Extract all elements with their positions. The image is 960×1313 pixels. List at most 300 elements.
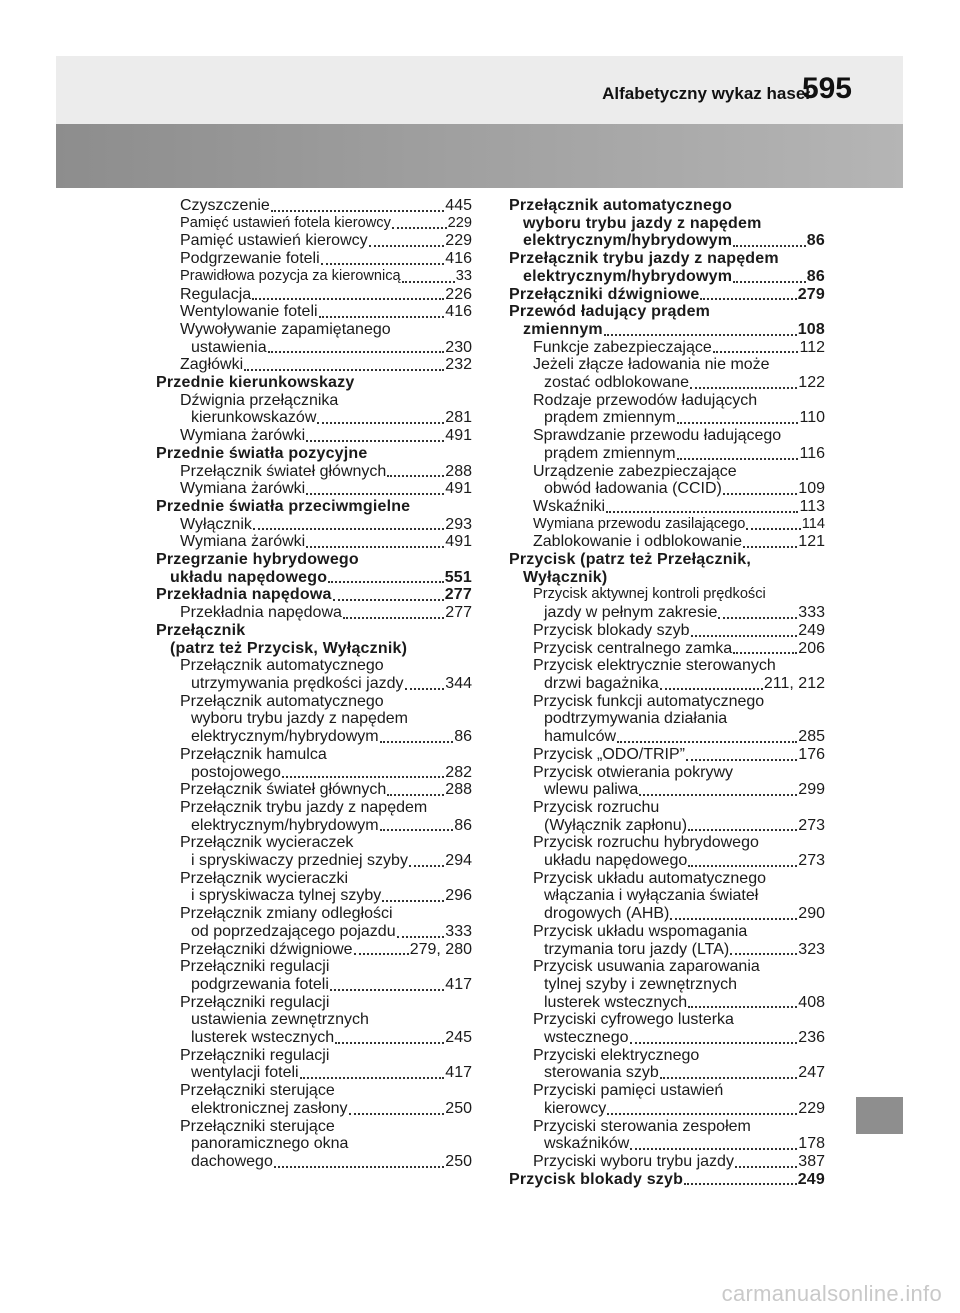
index-entry-term: zmiennym — [523, 320, 603, 338]
index-entry — [156, 1082, 472, 1100]
index-entry-page: 236 — [798, 1029, 825, 1047]
index-entry — [156, 533, 472, 551]
index-entry-term: kierowcy — [544, 1099, 607, 1117]
index-entry-term: Przełącznik świateł głównych — [180, 781, 387, 799]
index-entry-term: ustawienia zewnętrznych — [191, 1011, 369, 1029]
index-entry-term: prądem zmiennym — [544, 444, 676, 462]
index-entry — [509, 923, 825, 941]
index-entry — [509, 976, 825, 994]
index-entry-page: 277 — [444, 586, 472, 604]
dot-leader — [253, 528, 444, 530]
dot-leader — [606, 511, 798, 513]
index-entry-page: 288 — [445, 781, 472, 799]
index-entry-page: 229 — [447, 214, 472, 231]
index-entry-page: 226 — [445, 285, 472, 303]
dot-leader — [660, 688, 763, 690]
index-entry-term: Przełącznik wycieraczek — [180, 834, 354, 852]
dot-leader — [271, 210, 444, 212]
index-entry-page: 86 — [806, 232, 825, 250]
index-entry — [156, 675, 472, 693]
index-entry-term: Przycisk rozruchu — [533, 798, 660, 816]
index-entry — [509, 1029, 825, 1047]
index-entry-term: Przycisk blokady szyb — [533, 621, 690, 639]
index-entry-term: elektrycznym/hybrydowym — [191, 728, 379, 746]
index-entry — [509, 215, 825, 233]
index-entry — [156, 569, 472, 587]
index-entry-term: hamulców — [544, 728, 617, 746]
index-entry-page: 249 — [798, 621, 825, 639]
index-entry-term: Przycisk usuwania zaparowania — [533, 958, 760, 976]
index-entry-term: włączania i wyłączania świateł — [544, 887, 759, 905]
dot-leader — [746, 528, 800, 530]
index-entry — [509, 710, 825, 728]
index-entry — [156, 994, 472, 1012]
index-entry — [509, 268, 825, 286]
index-entry-term: Przełączniki regulacji — [180, 958, 330, 976]
index-entry-term: podtrzymywania działania — [544, 710, 728, 728]
index-entry-page: 333 — [798, 604, 825, 622]
dot-leader — [733, 652, 797, 654]
index-entry — [156, 427, 472, 445]
index-entry-page: 290 — [798, 905, 825, 923]
index-entry-page: 116 — [799, 444, 825, 462]
index-entry-term: układu napędowego — [544, 852, 688, 870]
index-entry-page: 293 — [445, 515, 472, 533]
index-entry-page: 285 — [798, 728, 825, 746]
index-entry — [156, 250, 472, 268]
index-entry-term: wyboru trybu jazdy z napędem — [523, 214, 762, 232]
index-entry-term: Podgrzewanie foteli — [180, 250, 320, 268]
index-entry-page: 112 — [799, 338, 825, 356]
dot-leader — [684, 1183, 797, 1185]
index-entry — [156, 516, 472, 534]
index-entry-page: 86 — [454, 728, 472, 746]
index-entry — [156, 586, 472, 604]
index-entry — [509, 1118, 825, 1136]
index-entry-term: kierunkowskazów — [191, 409, 317, 427]
index-entry — [509, 781, 825, 799]
index-column-right — [509, 197, 825, 1188]
index-entry — [509, 463, 825, 481]
index-entry-page: 109 — [798, 480, 825, 498]
index-entry — [509, 480, 825, 498]
index-entry-term: Przyciski cyfrowego lusterka — [533, 1011, 734, 1029]
index-entry-term: elektrycznym/hybrydowym — [523, 232, 733, 250]
index-entry — [156, 268, 472, 286]
running-title: Alfabetyczny wykaz haseł — [602, 84, 810, 103]
dot-leader — [268, 351, 445, 353]
dot-leader — [700, 298, 796, 300]
index-entry — [156, 498, 472, 516]
index-entry-page: 323 — [798, 940, 825, 958]
watermark: carmanualsonline.info — [721, 1281, 942, 1306]
index-entry-page: 279, 280 — [409, 940, 472, 958]
dot-leader — [274, 1166, 444, 1168]
index-entry-term: Wymiana żarówki — [180, 427, 306, 445]
dot-leader — [730, 953, 797, 955]
index-entry-term: Przegrzanie hybrydowego — [156, 551, 359, 569]
dot-leader — [306, 546, 444, 548]
index-entry-page: 110 — [799, 409, 825, 427]
index-entry-term: postojowego — [191, 763, 281, 781]
index-entry-page: 333 — [445, 922, 472, 940]
dot-leader — [354, 953, 409, 955]
index-entry — [509, 1011, 825, 1029]
index-entry-term: Jeżeli złącze ładowania nie może — [533, 356, 770, 374]
index-entry — [509, 640, 825, 658]
index-entry-term: Czyszczenie — [180, 197, 270, 214]
index-entry-page: 229 — [445, 232, 472, 250]
index-entry-term: utrzymywania prędkości jazdy — [191, 674, 404, 692]
index-entry — [509, 569, 825, 587]
index-entry — [509, 622, 825, 640]
index-entry — [156, 958, 472, 976]
index-entry-page: 551 — [444, 568, 472, 586]
index-entry-term: wentylacji foteli — [191, 1064, 299, 1082]
index-entry-term: Przełączniki sterujące — [180, 1117, 335, 1135]
index-entry-term: wskaźników — [544, 1135, 630, 1153]
index-entry — [509, 197, 825, 215]
index-entry — [509, 887, 825, 905]
index-entry-term: trzymania toru jazdy (LTA) — [544, 940, 730, 958]
index-entry — [156, 551, 472, 569]
index-entry-page: 249 — [797, 1170, 825, 1188]
dot-leader — [733, 281, 806, 283]
dot-leader — [630, 1148, 797, 1150]
dot-leader — [409, 865, 444, 867]
index-entry-page: 416 — [445, 250, 472, 268]
index-entry — [156, 728, 472, 746]
index-entry-term: wstecznego — [544, 1029, 629, 1047]
index-entry — [156, 339, 472, 357]
index-entry-term: Dźwignia przełącznika — [180, 391, 339, 409]
index-entry — [156, 374, 472, 392]
index-entry — [509, 303, 825, 321]
index-entry — [509, 958, 825, 976]
index-entry-page: 417 — [445, 975, 472, 993]
index-entry — [509, 551, 825, 569]
index-entry-term: Przycisk (patrz też Przełącznik, — [509, 551, 752, 569]
index-entry-term: wyboru trybu jazdy z napędem — [191, 710, 408, 728]
dot-leader — [688, 829, 797, 831]
index-entry-term: Przełącznik trybu jazdy z napędem — [180, 798, 428, 816]
index-entry-term: od poprzedzającego pojazdu — [191, 922, 396, 940]
index-entry-term: zostać odblokowane — [544, 374, 689, 392]
index-entry — [509, 586, 825, 604]
dot-leader — [688, 865, 797, 867]
index-entry-term: Przekładnia napędowa — [180, 604, 342, 622]
index-entry-term: Przednie kierunkowskazy — [156, 374, 355, 392]
index-entry — [509, 799, 825, 817]
index-entry-term: Wymiana żarówki — [180, 533, 306, 551]
index-entry-term: Przycisk układu automatycznego — [533, 869, 766, 887]
index-entry — [509, 1082, 825, 1100]
index-entry-term: tylnej szyby i zewnętrznych — [544, 975, 737, 993]
index-entry — [156, 834, 472, 852]
index-entry-term: Przełącznik automatycznego — [180, 657, 384, 675]
index-entry-term: Przycisk układu wspomagania — [533, 922, 748, 940]
index-entry — [156, 215, 472, 233]
index-entry — [156, 852, 472, 870]
dot-leader — [677, 422, 799, 424]
index-entry-term: Wywoływanie zapamiętanego — [180, 320, 391, 338]
index-entry-page: 491 — [445, 533, 472, 551]
dot-leader — [713, 351, 799, 353]
index-entry-page: 232 — [445, 356, 472, 374]
index-entry-term: lusterek wstecznych — [544, 993, 688, 1011]
index-entry — [156, 746, 472, 764]
index-entry — [156, 463, 472, 481]
index-entry-page: 416 — [445, 303, 472, 321]
dot-leader — [660, 1077, 798, 1079]
index-entry — [509, 427, 825, 445]
index-entry — [156, 286, 472, 304]
index-entry — [156, 1135, 472, 1153]
index-entry — [156, 622, 472, 640]
index-entry — [156, 604, 472, 622]
dot-leader — [402, 281, 455, 283]
index-entry — [156, 356, 472, 374]
index-entry — [156, 887, 472, 905]
index-entry-term: Przyciski elektrycznego — [533, 1046, 700, 1064]
index-entry-term: Wyłącznik — [180, 515, 252, 533]
index-entry — [509, 374, 825, 392]
index-entry-page: 250 — [445, 1099, 472, 1117]
index-entry-page: 86 — [454, 816, 472, 834]
dot-leader — [733, 245, 806, 247]
index-entry — [156, 197, 472, 215]
index-entry — [156, 870, 472, 888]
index-entry-term: (Wyłącznik zapłonu) — [544, 816, 688, 834]
dot-leader — [743, 546, 797, 548]
index-entry — [509, 1153, 825, 1171]
dot-leader — [604, 334, 797, 336]
dot-leader — [670, 918, 797, 920]
index-entry-page: 491 — [445, 427, 472, 445]
index-entry-term: Zagłówki — [180, 356, 244, 374]
index-entry-term: Przednie światła przeciwmgielne — [156, 497, 411, 515]
dot-leader — [630, 1042, 798, 1044]
index-entry-term: ustawienia — [191, 338, 267, 356]
index-entry — [509, 445, 825, 463]
index-entry — [156, 941, 472, 959]
dot-leader — [688, 1006, 797, 1008]
index-entry — [509, 834, 825, 852]
dot-leader — [405, 688, 445, 690]
dot-leader — [306, 440, 444, 442]
index-entry-term: lusterek wstecznych — [191, 1029, 335, 1047]
index-entry-page: 247 — [798, 1064, 825, 1082]
index-entry — [156, 710, 472, 728]
index-entry-term: Przełączniki sterujące — [180, 1082, 335, 1100]
index-entry — [156, 1064, 472, 1082]
index-entry-term: Przełącznik automatycznego — [180, 692, 384, 710]
index-entry — [509, 817, 825, 835]
index-entry — [156, 799, 472, 817]
index-entry-term: Przyciski sterowania zespołem — [533, 1117, 751, 1135]
index-entry — [156, 976, 472, 994]
index-entry — [509, 232, 825, 250]
index-entry-term: (patrz też Przycisk, Wyłącznik) — [170, 639, 408, 657]
index-entry-page: 282 — [445, 763, 472, 781]
dot-leader — [723, 493, 797, 495]
dot-leader — [330, 989, 444, 991]
decorative-gray-band — [56, 124, 903, 188]
index-entry-term: Przyciski wyboru trybu jazdy — [533, 1152, 734, 1170]
dot-leader — [380, 741, 454, 743]
index-entry — [509, 675, 825, 693]
index-entry — [509, 533, 825, 551]
index-entry-term: Wymiana żarówki — [180, 480, 306, 498]
dot-leader — [349, 1113, 445, 1115]
index-entry — [156, 640, 472, 658]
index-entry-term: Przełącznik zmiany odległości — [180, 905, 393, 923]
index-entry-page: 417 — [445, 1064, 472, 1082]
index-entry — [509, 728, 825, 746]
index-entry-page: 273 — [798, 852, 825, 870]
index-entry-term: panoramicznego okna — [191, 1135, 349, 1153]
index-entry — [509, 941, 825, 959]
dot-leader — [244, 369, 444, 371]
index-entry-page: 288 — [445, 462, 472, 480]
index-entry-term: elektrycznym/hybrydowym — [191, 816, 379, 834]
index-entry — [156, 392, 472, 410]
index-entry-page: 250 — [445, 1152, 472, 1170]
index-entry-term: Przewód ładujący prądem — [509, 303, 711, 321]
index-entry-term: Wyłącznik) — [523, 568, 608, 586]
index-entry — [509, 392, 825, 410]
index-entry — [509, 657, 825, 675]
index-entry-term: dachowego — [191, 1152, 273, 1170]
index-entry-term: i spryskiwacza tylnej szyby — [191, 887, 382, 905]
index-entry — [509, 1135, 825, 1153]
dot-leader — [317, 422, 444, 424]
dot-leader — [387, 475, 444, 477]
index-entry — [156, 1100, 472, 1118]
index-entry-term: Przycisk blokady szyb — [509, 1170, 684, 1188]
index-entry — [509, 870, 825, 888]
index-entry-term: Przełącznik trybu jazdy z napędem — [509, 250, 779, 268]
index-entry-page: 408 — [798, 993, 825, 1011]
index-entry — [156, 1118, 472, 1136]
index-entry — [509, 321, 825, 339]
index-entry-term: podgrzewania foteli — [191, 975, 329, 993]
index-entry-term: Przycisk „ODO/TRIP” — [533, 745, 685, 763]
dot-leader — [382, 900, 444, 902]
index-entry — [509, 516, 825, 534]
index-entry — [509, 852, 825, 870]
dot-leader — [690, 387, 797, 389]
index-entry-term: wlewu paliwa — [544, 781, 639, 799]
index-entry-page: 108 — [797, 320, 825, 338]
index-entry-term: Przekładnia napędowa — [156, 586, 332, 604]
index-entry-term: Regulacja — [180, 285, 252, 303]
index-entry-term: drzwi bagażnika — [544, 674, 659, 692]
dot-leader — [306, 493, 444, 495]
index-entry — [156, 321, 472, 339]
index-entry-term: Urządzenie zabezpieczające — [533, 462, 737, 480]
index-entry — [156, 905, 472, 923]
index-entry-page: 281 — [445, 409, 472, 427]
section-thumb-tab — [856, 1097, 903, 1134]
dot-leader — [335, 1042, 444, 1044]
index-entry-page: 387 — [798, 1152, 825, 1170]
dot-leader — [300, 1077, 445, 1079]
dot-leader — [321, 263, 445, 265]
dot-leader — [735, 1166, 797, 1168]
index-entry-page: 86 — [806, 267, 825, 285]
index-entry-page: 178 — [798, 1135, 825, 1153]
dot-leader — [718, 617, 797, 619]
index-entry-term: Przycisk elektrycznie sterowanych — [533, 657, 776, 675]
index-entry — [156, 764, 472, 782]
index-entry-page: 122 — [798, 374, 825, 392]
index-entry-page: 294 — [445, 852, 472, 870]
index-entry — [156, 232, 472, 250]
index-entry-page: 344 — [445, 674, 472, 692]
index-entry — [156, 1029, 472, 1047]
dot-leader — [282, 776, 444, 778]
index-entry-term: elektronicznej zasłony — [191, 1099, 348, 1117]
index-entry — [509, 339, 825, 357]
index-entry — [509, 1171, 825, 1189]
dot-leader — [677, 458, 799, 460]
index-entry — [509, 764, 825, 782]
index-entry — [509, 356, 825, 374]
index-entry — [509, 604, 825, 622]
index-entry-page: 33 — [455, 267, 472, 284]
index-entry-page: 245 — [445, 1029, 472, 1047]
index-entry-page: 113 — [799, 497, 825, 515]
index-entry-term: Przyciski pamięci ustawień — [533, 1082, 724, 1100]
index-entry-term: Przełącznik świateł głównych — [180, 462, 387, 480]
index-entry-term: Przełącznik — [156, 621, 246, 639]
index-entry-term: obwód ładowania (CCID) — [544, 480, 722, 498]
index-entry-term: i spryskiwaczy przedniej szyby — [191, 852, 408, 870]
index-entry-term: Przycisk rozruchu hybrydowego — [533, 834, 759, 852]
index-entry — [509, 905, 825, 923]
index-entry — [156, 1011, 472, 1029]
index-entry-term: elektrycznym/hybrydowym — [523, 267, 733, 285]
index-entry-term: Pamięć ustawień fotela kierowcy — [180, 214, 391, 231]
dot-leader — [617, 741, 797, 743]
dot-leader — [333, 599, 444, 601]
index-entry-page: 277 — [445, 604, 472, 622]
index-entry-term: Przycisk otwierania pokrywy — [533, 763, 734, 781]
page-number: 595 — [801, 72, 852, 105]
index-entry-page: 229 — [798, 1099, 825, 1117]
index-entry-term: Przełączniki dźwigniowe — [180, 940, 353, 958]
index-entry — [509, 1064, 825, 1082]
index-entry-page: 299 — [798, 781, 825, 799]
index-entry — [509, 286, 825, 304]
index-entry-term: Przełącznik wycieraczki — [180, 869, 349, 887]
index-entry-term: Przycisk centralnego zamka — [533, 639, 733, 657]
dot-leader — [607, 1113, 797, 1115]
index-entry-term: Sprawdzanie przewodu ładującego — [533, 427, 782, 445]
index-entry-term: Funkcje zabezpieczające — [533, 338, 712, 356]
index-entry-term: Przełączniki regulacji — [180, 1046, 330, 1064]
index-entry — [156, 1047, 472, 1065]
index-column-left — [156, 197, 472, 1171]
index-entry — [509, 250, 825, 268]
dot-leader — [328, 581, 444, 583]
index-entry-term: Rodzaje przewodów ładujących — [533, 391, 758, 409]
index-entry-page: 279 — [797, 285, 825, 303]
dot-leader — [319, 316, 445, 318]
index-entry-page: 176 — [798, 745, 825, 763]
index-entry-term: Przycisk funkcji automatycznego — [533, 692, 765, 710]
